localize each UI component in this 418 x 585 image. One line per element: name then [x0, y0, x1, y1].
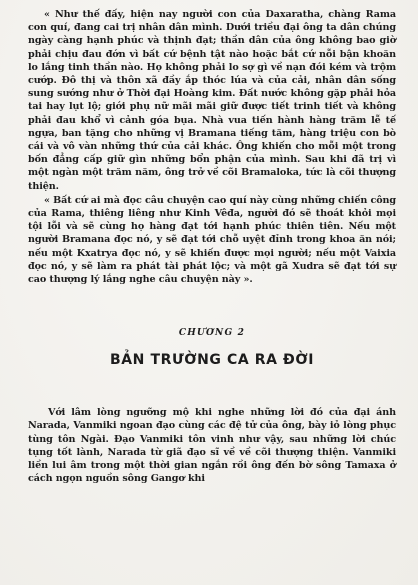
paragraph-1: « Như thế đấy, hiện nay người con của Daxaratha, chàng Rama con quí, đang cai trị nhân dân mình. Dưới triều đại ông ta dân chúng ngày càng hạnh phúc và thịnh đạt; thần dân của ông không bao giờ phải chịu đau đớn vì bất cứ bệnh tật nào hoặc bắt cứ nỗi bận khoăn lo lắng tinh thần nào. Họ không phải lo sợ gì về nạn đói kém và trộm cướp. Đô thị và thôn xã đầy ắp thóc lúa và của cải, nhân dân sống sung sướng như ở Thời đại Hoàng kim. Đất nước không gặp phải hỏa tai hay lụt lộ; giới phụ nữ mãi mãi giữ được tiết trinh tiết và không phải đau khổ vì cảnh góa bụa. Nhà vua tiến hành hàng trăm lễ tế ngựa, ban tặng cho những vị Bramana tiếng tăm, hàng triệu con bò cái và vô vàn những thứ của cải khác. Ông khiến cho mỗi một trong bốn đẳng cấp giữ gìn những bổn phận của mình. Sau khi đã trị vì một ngàn một trăm năm, ông trở về cõi Bramaloka, tức là cõi thượng thiện.: [28, 9, 396, 192]
section-spacer: [28, 286, 396, 328]
chapter-title: BẢN TRƯỜNG CA RA ĐỜI: [109, 352, 315, 369]
section-spacer-2: [28, 368, 396, 406]
chapter-label: CHƯƠNG 2: [178, 328, 246, 339]
paragraph-2: « Bất cứ ai mà đọc câu chuyện cao quí này cùng những chiến công của Rama, thiêng liêng như Kinh Vêđa, người đó sẽ thoát khỏi mọi tội lỗi và sẽ cùng họ hàng đạt tới hạnh phúc thiên tiên. Nếu một người Bramana đọc nó, y sẽ đạt tới chỗ uyệt đỉnh trong khoa ăn nói; nếu một Kxatrya đọc nó, y sẽ khiến được mọi người; nếu một Vaixia đọc nó, y sẽ làm ra phát tài phát lộc; và một gã Xudra sẽ đạt tới sự cao thượng lý lắng nghe câu chuyện này ».: [28, 194, 396, 286]
paragraph-3: Với lâm lòng ngưỡng mộ khi nghe những lời đó của đại ánh Narada, Vanmiki ngoan đạo cùng các đệ tử của ông, bày iỏ lòng phục tùng tôn Ngài. Đạo Vanmiki tôn vinh như vậy, sau những lời chúc tụng tốt lành, Narada từ giã đạo sĩ về về cõi thượng thiện. Vanmiki liền lui âm trong một thời gian ngắn rồi ông đến bờ sông Tamaxa ở cách ngọn nguồn sông Gangơ khi: [28, 407, 396, 485]
